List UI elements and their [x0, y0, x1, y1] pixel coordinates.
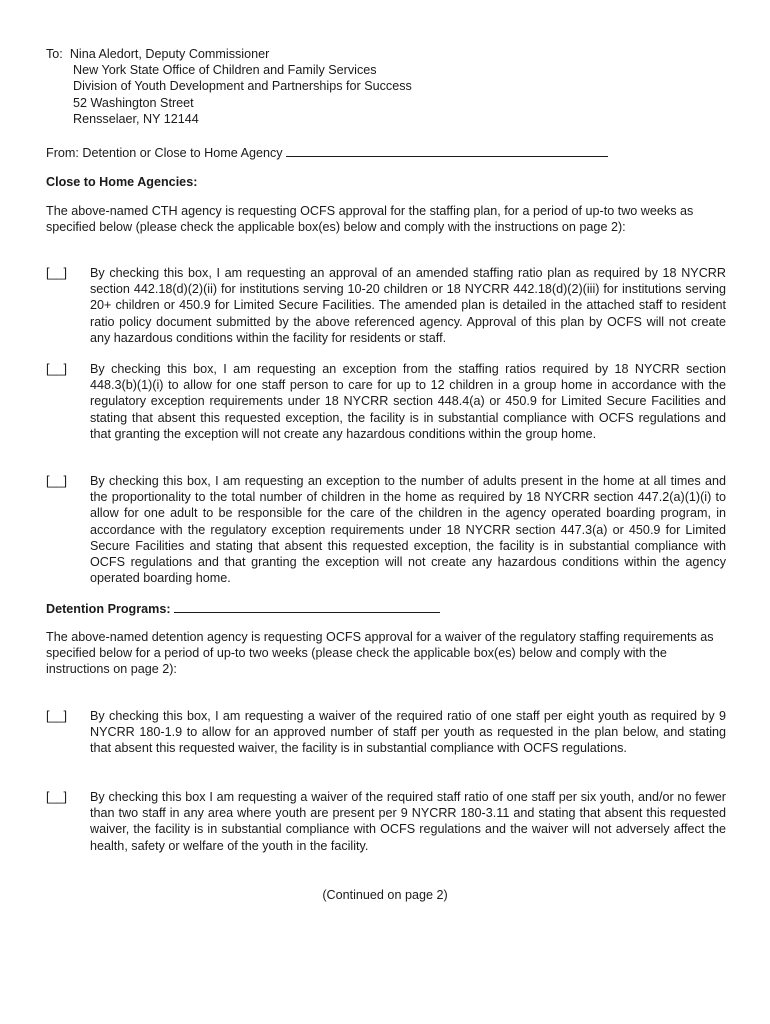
recipient-block [46, 46, 726, 127]
from-label: From: Detention or Close to Home Agency [46, 146, 283, 160]
cth-intro: The above-named CTH agency is requesting OCFS approval for the staffing plan, for a period of up-to two weeks as specified below (please check the applicable box(es) below and comply with the instructions on page 2): [46, 204, 694, 235]
address-line: 52 Washington Street [73, 95, 194, 110]
cth-item [46, 265, 726, 349]
cth-item [46, 473, 726, 589]
cth-item [46, 361, 726, 461]
address-line: Division of Youth Development and Partnerships for Success [73, 79, 412, 94]
from-line [46, 145, 608, 161]
checkbox[interactable]: [__] [46, 474, 68, 488]
item-text: By checking this box, I am requesting an exception from the staffing ratios required by 18 NYCRR section 448.3(b)(1)(i) to allow for one staff person to care for up to 12 children in a group home in accordance with the regulatory exception requirements under 18 NYCRR section 448.4(a) or 450.9 for Limited Secure Facilities and stating that absent this requested exception, the facility is in substantial compliance with OCFS regulations and that granting the exception will not create any hazardous conditions within the group home. [90, 362, 726, 441]
item-text: By checking this box, I am requesting a waiver of the required ratio of one staff per eight youth as required by 9 NYCRR 180-1.9 to allow for an approved number of staff per youth as requested in the plan below, and stating that absent this requested waiver, the facility is in substantial compliance with OCFS regulations. [90, 709, 726, 756]
detention-heading-label: Detention Programs: [46, 602, 171, 616]
address-line: Rensselaer, NY 12144 [73, 111, 199, 126]
detention-item [46, 789, 726, 857]
detention-program-field[interactable] [174, 601, 440, 613]
recipient-name: Nina Aledort, Deputy Commissioner [69, 47, 270, 61]
checkbox[interactable]: [__] [46, 362, 68, 376]
cth-heading: Close to Home Agencies: [46, 175, 198, 189]
item-text: By checking this box I am requesting a waiver of the required staff ratio of one staff per six youth, and/or no fewer than two staff in any area where youth are present per 9 NYCRR 180-3.11 and stating that absent this requested waiver, the facility is in substantial compliance with OCFS regulations and the waiver will not adversely affect the health, safety or welfare of the youth in the facility. [90, 790, 726, 853]
checkbox[interactable]: [__] [46, 709, 68, 723]
detention-item [46, 708, 726, 776]
item-text: By checking this box, I am requesting an exception to the number of adults present in the home at all times and the proportionality to the total number of children in the home as required by 18 NYCRR section 447.2(a)(1)(i) to allow for one adult to be responsible for the care of the children in the agency operated boarding program, in accordance with the regulatory exception requirements under 18 NYCRR section 447.3(a) or 450.9 for Limited Secure Facilities and stating that absent this requested exception, the facility is in substantial compliance with OCFS regulations and that granting the exception will not create any hazardous conditions within the agency operated boarding home. [90, 474, 726, 586]
continued-note: (Continued on page 2) [322, 888, 448, 902]
to-line [46, 46, 726, 62]
address-line: New York State Office of Children and Family Services [73, 63, 377, 78]
item-text: By checking this box, I am requesting an approval of an amended staffing ratio plan as required by 18 NYCRR section 442.18(d)(2)(ii) for institutions serving 10-20 children or 18 NYCRR 442.18(d)(2)(iii) for institutions serving 20+ children or 450.9 for Limited Secure Facilities. The amended plan is detailed in the attached staff to resident ratio policy document submitted by the above referenced agency. Approval of this plan by OCFS will not create any hazardous conditions within the facility for residents or staff. [90, 266, 726, 345]
checkbox[interactable]: [__] [46, 790, 68, 804]
detention-heading [46, 601, 440, 617]
checkbox[interactable]: [__] [46, 266, 68, 280]
agency-name-field[interactable] [286, 145, 608, 157]
detention-intro: The above-named detention agency is requesting OCFS approval for a waiver of the regulatory staffing requirements as specified below for a period of up-to two weeks (please check the applicable box(es) below and comply with the instructions on page 2): [46, 630, 714, 677]
to-label: To: [46, 47, 63, 61]
